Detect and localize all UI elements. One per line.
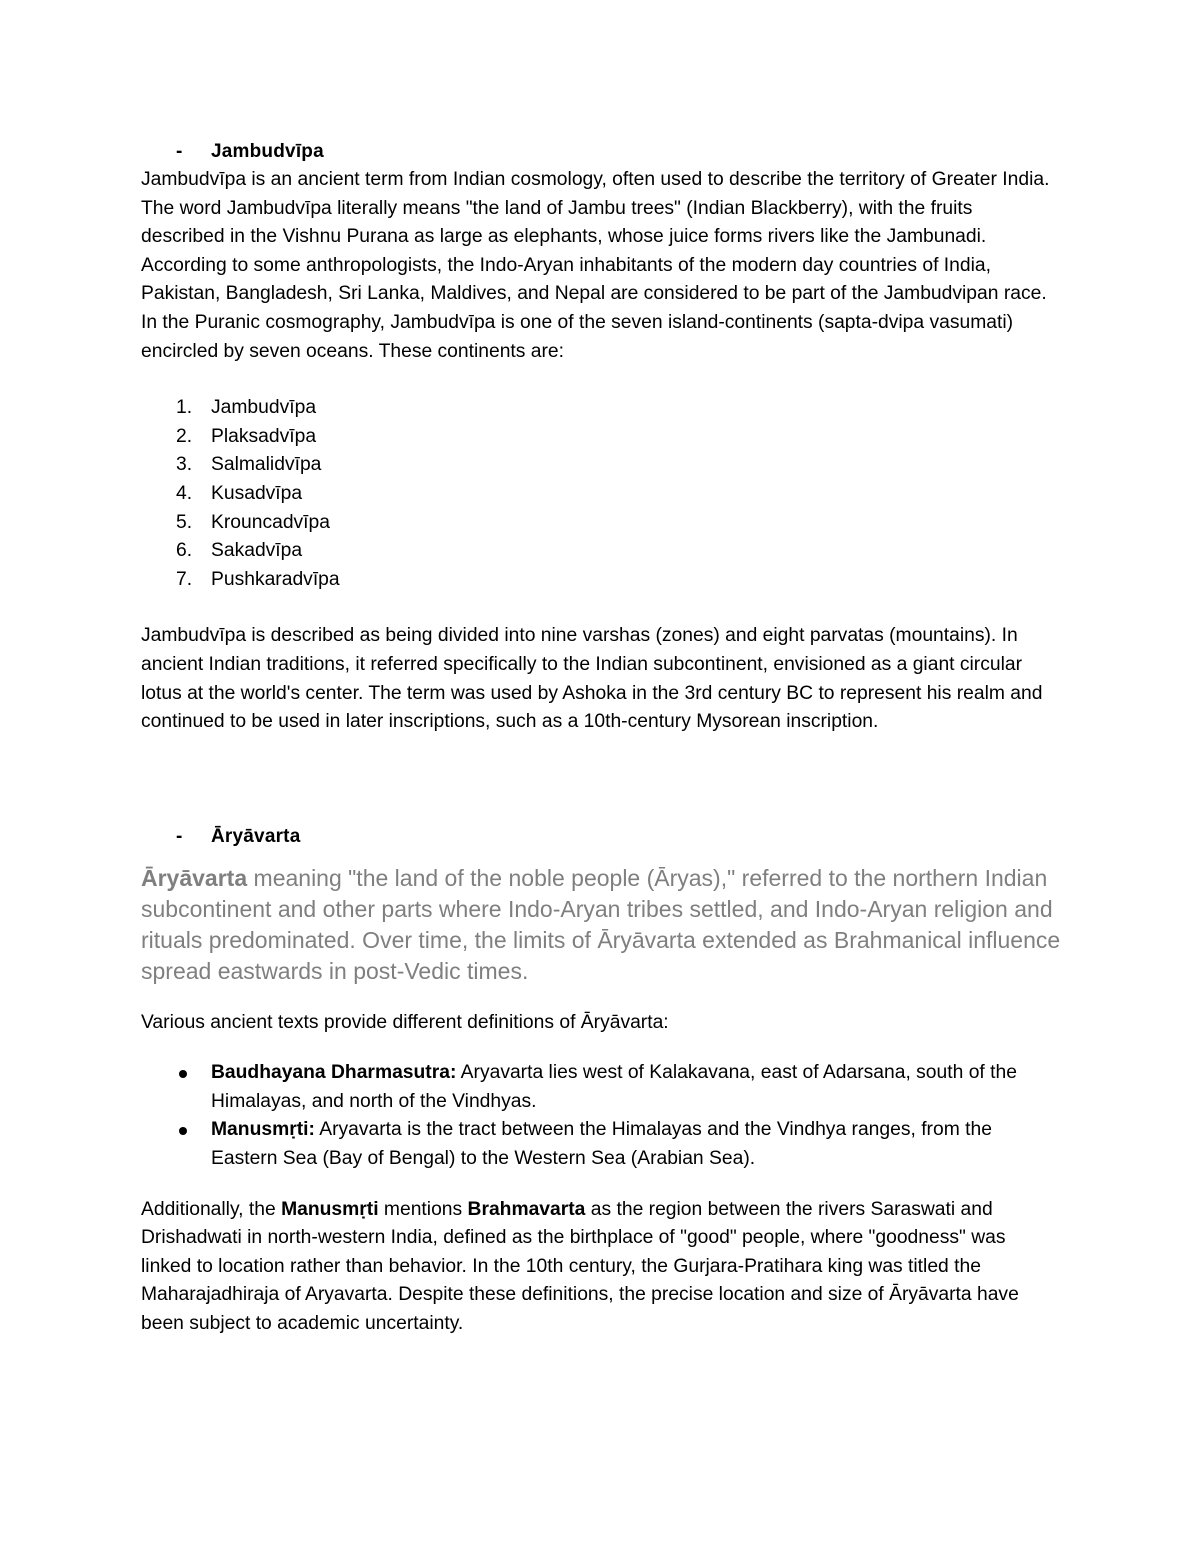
- list-item: 6. Sakadvīpa: [176, 540, 303, 562]
- list-item: Manusmṛti: Aryavarta is the tract between the Himalayas and the Vindhya ranges, from the Eastern Sea (Bay of Bengal) to the Western Sea (Arabian Sea).: [141, 1116, 1061, 1173]
- definitions-intro: Various ancient texts provide different definitions of Āryāvarta:: [141, 1011, 669, 1033]
- heading-title: Jambudvīpa: [211, 141, 324, 162]
- section-heading-aryavarta: [141, 823, 1061, 851]
- definitions-list: [141, 1059, 1061, 1173]
- list-item: 2. Plaksadvīpa: [176, 425, 317, 447]
- list-item: 1. Jambudvīpa: [176, 397, 317, 419]
- aryavarta-closing-paragraph: Additionally, the Manusmṛti mentions Brahmavarta as the region between the rivers Saraswati and Drishadwati in north-western India, defined as the birthplace of "good" people, where "goodness" was linked to location rather than behavior. In the 10th century, the Gurjara-Pratihara king was titled the Maharajadhiraja of Aryavarta. Despite these definitions, the precise location and size of Āryāvarta have been subject to academic uncertainty.: [141, 1198, 1019, 1335]
- aryavarta-intro-term: Āryāvarta: [141, 864, 248, 891]
- heading-title: Āryāvarta: [211, 825, 301, 847]
- heading-dash: -: [176, 825, 183, 847]
- list-item: 3. Salmalidvīpa: [176, 454, 322, 476]
- aryavarta-intro: Āryāvarta meaning "the land of the noble people (Āryas)," referred to the northern Indian subcontinent and other parts where Indo-Aryan tribes settled, and Indo-Aryan religion and rituals predominated. Over time, the limits of Āryāvarta extended as Brahmanical influence spread eastwards in post-Vedic times.: [141, 864, 1061, 984]
- list-item: Baudhayana Dharmasutra: Aryavarta lies west of Kalakavana, east of Adarsana, south of the Himalayas, and north of the Vindhyas.: [141, 1059, 1061, 1116]
- list-item: 5. Krouncadvīpa: [176, 511, 330, 533]
- continents-list: [141, 394, 1061, 594]
- document-page: [141, 138, 1061, 1339]
- jambudvipa-paragraph-2: In the Puranic cosmography, Jambudvīpa is one of the seven island-continents (sapta-dvipa vasumati) encircled by seven oceans. These continents are:: [141, 311, 1014, 362]
- bullet-icon: [179, 1127, 187, 1135]
- jambudvipa-paragraph-3: Jambudvīpa is described as being divided into nine varshas (zones) and eight parvatas (mountains). In ancient Indian traditions, it referred specifically to the Indian subcontinent, envisioned as a giant circular lotus at the world's center. The term was used by Ashoka in the 3rd century BC to represent his realm and continued to be used in later inscriptions, such as a 10th-century Mysorean inscription.: [141, 625, 1043, 733]
- list-item: 4. Kusadvīpa: [176, 482, 303, 504]
- section-heading-jambudvipa: [141, 138, 1061, 166]
- list-item: 7. Pushkaradvīpa: [176, 568, 340, 590]
- heading-dash: -: [176, 141, 183, 162]
- jambudvipa-paragraph-1: Jambudvīpa is an ancient term from Indian cosmology, often used to describe the territory of Greater India. The word Jambudvīpa literally means "the land of Jambu trees" (Indian Blackberry), with the fruits described in the Vishnu Purana as large as elephants, whose juice forms rivers like the Jambunadi. According to some anthropologists, the Indo-Aryan inhabitants of the modern day countries of India, Pakistan, Bangladesh, Sri Lanka, Maldives, and Nepal are considered to be part of the Jambudvipan race.: [141, 169, 1050, 305]
- bullet-icon: [179, 1070, 187, 1078]
